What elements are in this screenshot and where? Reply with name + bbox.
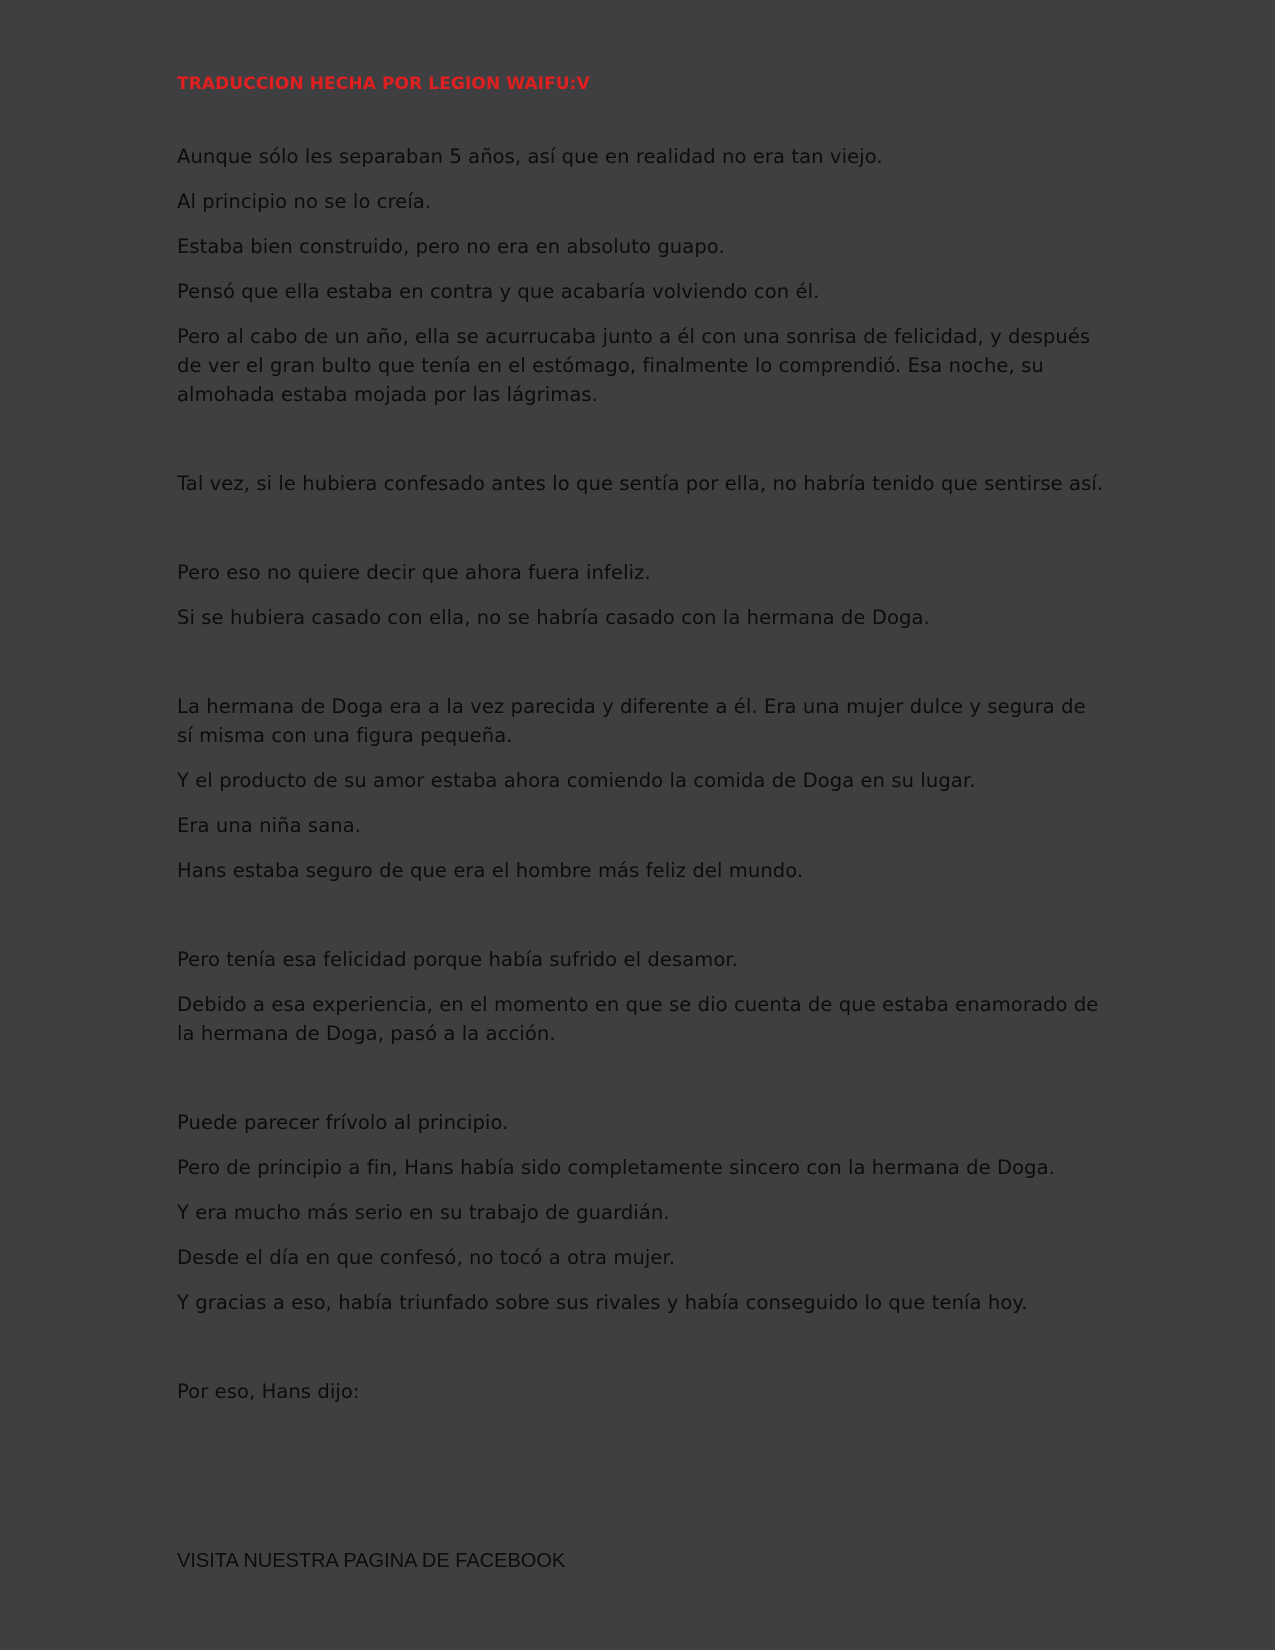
paragraph: Puede parecer frívolo al principio. [177,1111,509,1134]
paragraph: Tal vez, si le hubiera confesado antes lo que sentía por ella, no habría tenido que sentirse así. [177,472,1104,495]
paragraph: Pero tenía esa felicidad porque había sufrido el desamor. [177,948,739,971]
paragraph: Al principio no se lo creía. [177,190,432,213]
paragraph: Era una niña sana. [177,814,362,837]
paragraph: Por eso, Hans dijo: [177,1380,360,1403]
paragraph: La hermana de Doga era a la vez parecida y diferente a él. Era una mujer dulce y segura de sí misma con una figura pequeña. [177,695,1086,747]
paragraph: Aunque sólo les separaban 5 años, así que en realidad no era tan viejo. [177,145,883,168]
paragraph: Pero eso no quiere decir que ahora fuera infeliz. [177,561,651,584]
paragraph: Estaba bien construido, pero no era en absoluto guapo. [177,235,725,258]
document-body [177,70,1107,1422]
translation-credit: TRADUCCION HECHA POR LEGION WAIFU:V [177,74,590,94]
paragraph: Si se hubiera casado con ella, no se habría casado con la hermana de Doga. [177,606,930,629]
paragraph: Y el producto de su amor estaba ahora comiendo la comida de Doga en su lugar. [177,769,976,792]
paragraph: Y era mucho más serio en su trabajo de guardián. [177,1201,670,1224]
paragraph: Pero al cabo de un año, ella se acurrucaba junto a él con una sonrisa de felicidad, y después de ver el gran bulto que tenía en el estómago, finalmente lo comprendió. Esa noche, su almohada estaba mojada por las lágrimas. [177,325,1091,406]
paragraph: Pero de principio a fin, Hans había sido completamente sincero con la hermana de Doga. [177,1156,1055,1179]
paragraph: Y gracias a eso, había triunfado sobre sus rivales y había conseguido lo que tenía hoy. [177,1291,1028,1314]
paragraph: Desde el día en que confesó, no tocó a otra mujer. [177,1246,676,1269]
paragraph: Pensó que ella estaba en contra y que acabaría volviendo con él. [177,280,820,303]
facebook-footer-text: VISITA NUESTRA PAGINA DE FACEBOOK [177,1550,566,1572]
paragraph: Debido a esa experiencia, en el momento en que se dio cuenta de que estaba enamorado de la hermana de Doga, pasó a la acción. [177,993,1099,1045]
paragraph: Hans estaba seguro de que era el hombre más feliz del mundo. [177,859,804,882]
